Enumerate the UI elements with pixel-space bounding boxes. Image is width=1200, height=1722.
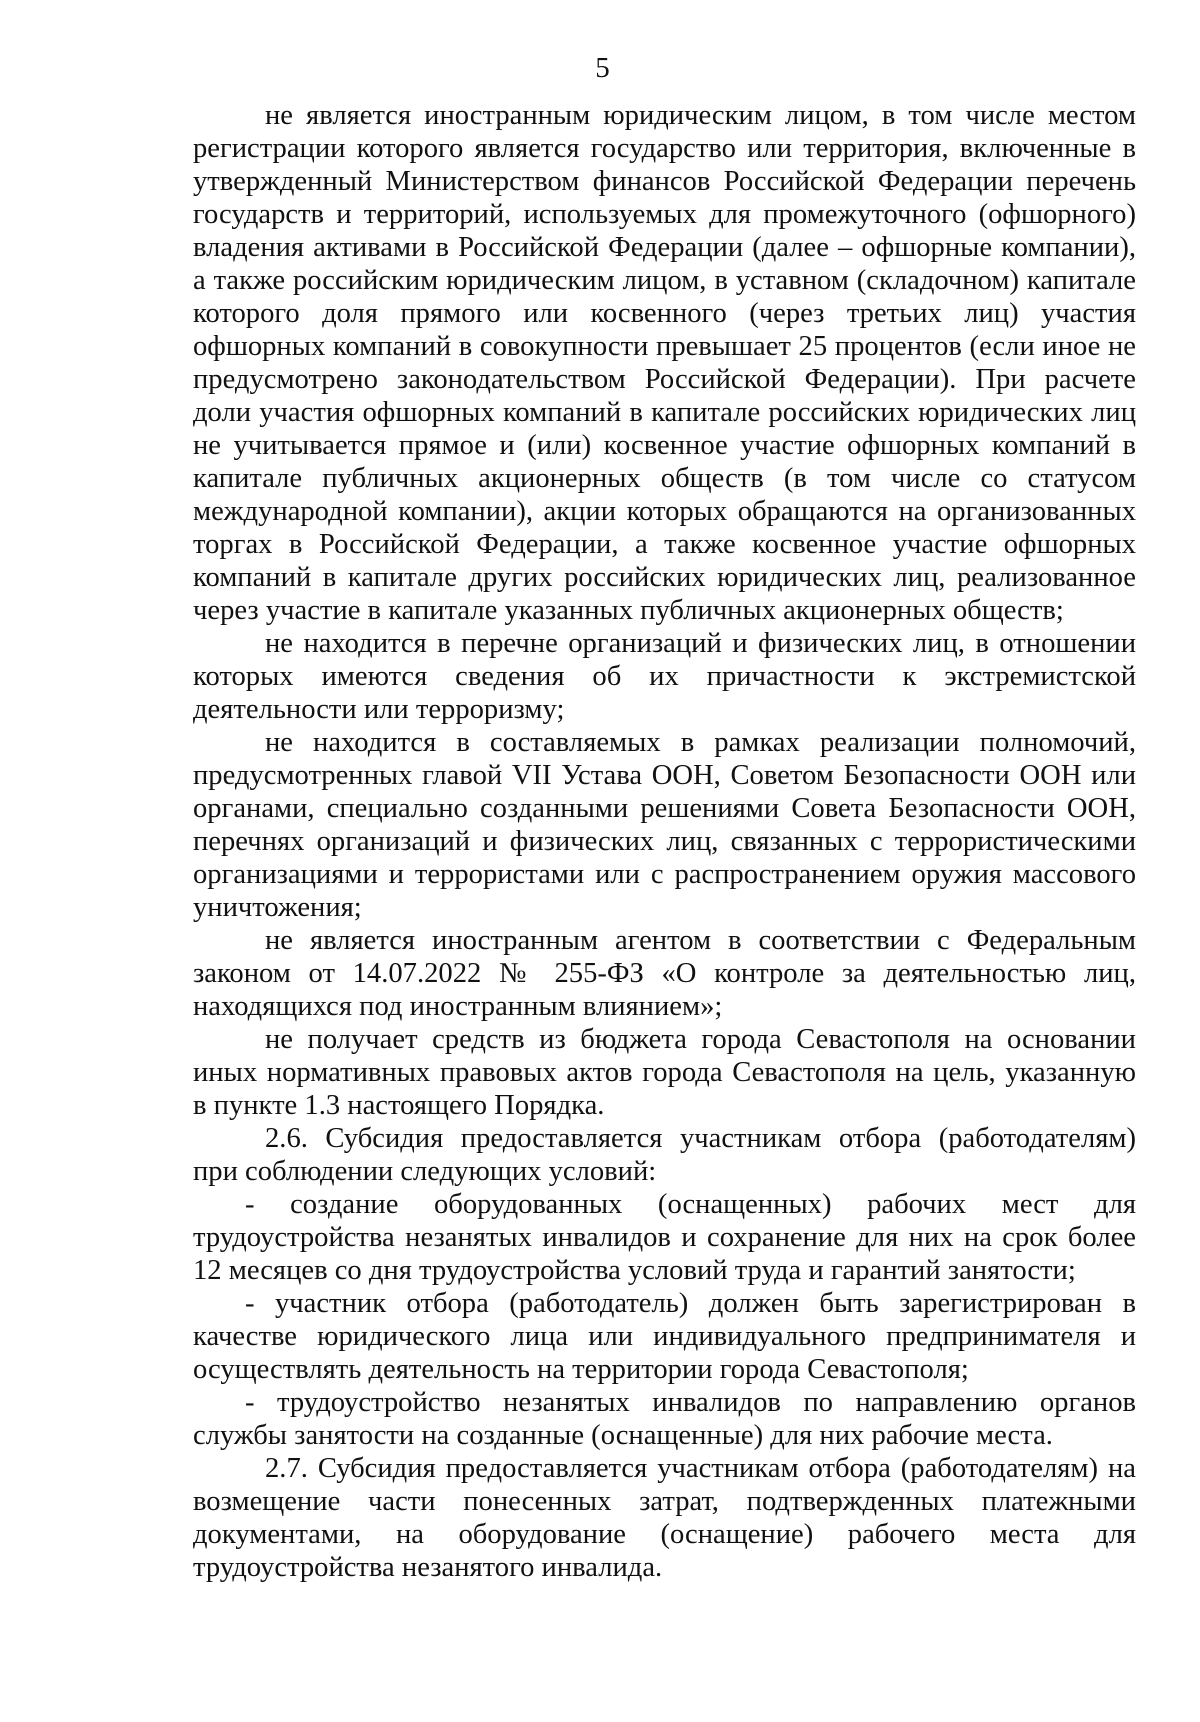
paragraph-2-6-conditions: 2.6. Субсидия предоставляется участникам отбора (работодателям) при соблюдении следующих условий:: [193, 1123, 1136, 1187]
page-number: 5: [595, 52, 610, 84]
paragraph-budget-funds: не получает средств из бюджета города Севастополя на основании иных нормативных правовых актов города Севастополя на цель, указанную в пункте 1.3 настоящего Порядка.: [193, 1024, 1136, 1121]
condition-item-workplaces: - создание оборудованных (оснащенных) рабочих мест для трудоустройства незанятых инвалидов и сохранение для них на срок более 12 месяцев со дня трудоустройства условий труда и гарантий занятости;: [193, 1189, 1136, 1286]
condition-item-registration: - участник отбора (работодатель) должен быть зарегистрирован в качестве юридического лица или индивидуального предпринимателя и осуществлять деятельность на территории города Севастополя;: [193, 1288, 1136, 1385]
paragraph-extremism-list: не находится в перечне организаций и физических лиц, в отношении которых имеются сведения об их причастности к экстремистской деятельности или терроризму;: [193, 628, 1136, 725]
paragraph-foreign-agent: не является иностранным агентом в соответствии с Федеральным законом от 14.07.2022 № 255-ФЗ «О контроле за деятельностью лиц, находящихся под иностранным влиянием»;: [193, 925, 1136, 1022]
paragraph-offshore-status: не является иностранным юридическим лицом, в том числе местом регистрации которого является государство или территория, включенные в утвержденный Министерством финансов Российской Федерации перечень государств и территорий, используемых для промежуточного (офшорного) владения активами в Российской Федерации (далее – офшорные компании), а также российским юридическим лицом, в уставном (складочном) капитале которого доля прямого или косвенного (через третьих лиц) участия офшорных компаний в совокупности превышает 25 процентов (если иное не предусмотрено законодательством Российской Федерации). При расчете доли участия офшорных компаний в капитале российских юридических лиц не учитывается прямое и (или) косвенное участие офшорных компаний в капитале публичных акционерных обществ (в том числе со статусом международной компании), акции которых обращаются на организованных торгах в Российской Федерации, а также косвенное участие офшорных компаний в капитале других российских юридических лиц, реализованное через участие в капитале указанных публичных акционерных обществ;: [193, 100, 1136, 626]
paragraph-un-sanctions-list: не находится в составляемых в рамках реализации полномочий, предусмотренных главой VII Устава ООН, Советом Безопасности ООН или органами, специально созданными решениями Совета Безопасности ООН, перечнях организаций и физических лиц, связанных с террористическими организациями и террористами или с распространением оружия массового уничтожения;: [193, 727, 1136, 923]
paragraph-2-7-reimbursement: 2.7. Субсидия предоставляется участникам отбора (работодателям) на возмещение части понесенных затрат, подтвержденных платежными документами, на оборудование (оснащение) рабочего места для трудоустройства незанятого инвалида.: [193, 1453, 1136, 1583]
condition-item-employment-referral: - трудоустройство незанятых инвалидов по направлению органов службы занятости на созданные (оснащенные) для них рабочие места.: [193, 1387, 1136, 1451]
